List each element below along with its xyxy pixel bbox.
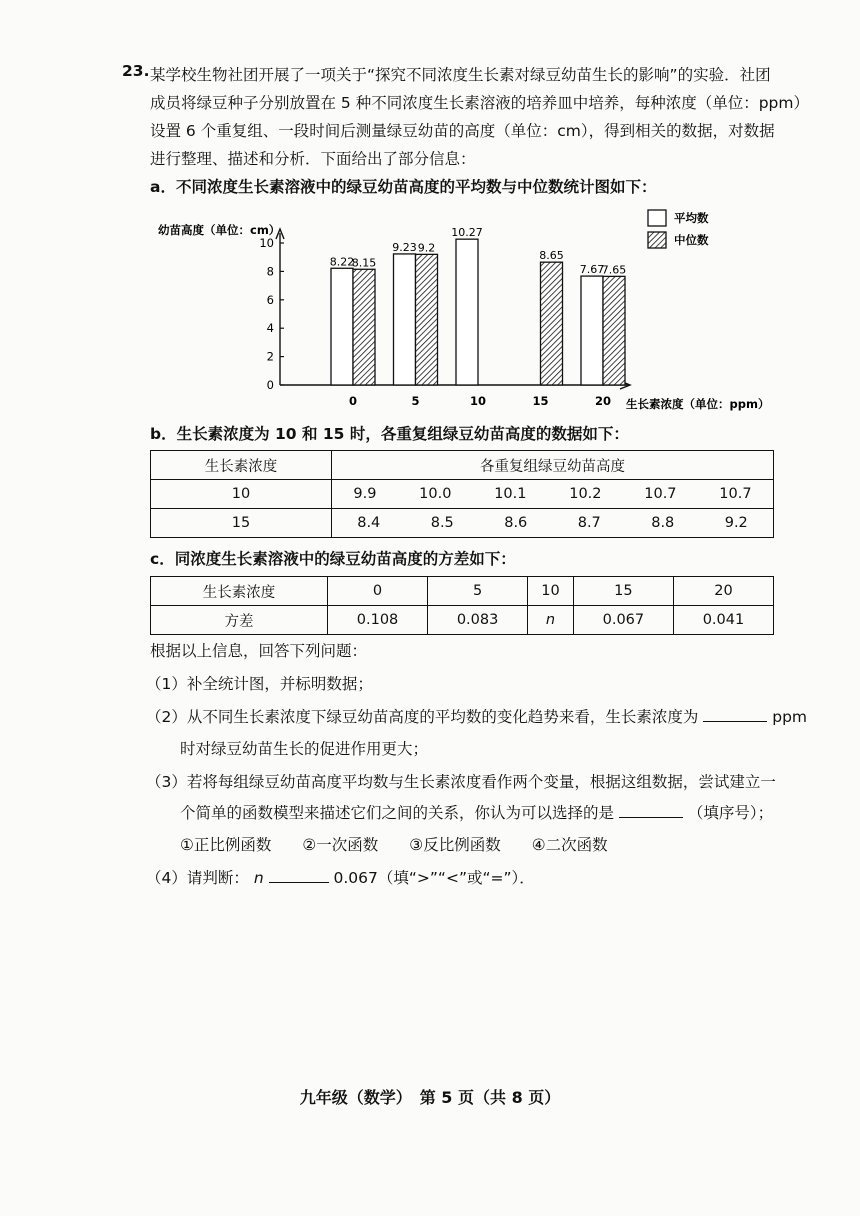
table-b-cell: 10.2 — [569, 486, 602, 502]
table-c-cell: 0.067 — [573, 606, 673, 635]
x-axis-label: 生长素浓度（单位：ppm） — [626, 397, 770, 411]
question-4-text: （4）请判断： — [146, 869, 249, 887]
table-c-cell: 0 — [328, 577, 428, 606]
question-3-tail: （填序号）； — [687, 804, 774, 822]
x-tick-label: 20 — [594, 394, 612, 408]
question-4-tail: 0.067（填“>”“<”或“=”）． — [333, 869, 535, 887]
table-b — [150, 450, 774, 538]
table-b-cell: 9.2 — [724, 515, 748, 531]
table-b-cell: 8.7 — [577, 515, 601, 531]
intro-line-2: 成员将绿豆种子分别放置在 5 种不同浓度生长素溶液的培养皿中培养，每种浓度（单位：ppm） — [150, 94, 809, 112]
question-2-line-1 — [146, 703, 807, 731]
table-c — [150, 576, 774, 635]
question-3-line-1: （3）若将每组绿豆幼苗高度平均数与生长素浓度看作两个变量，根据这组数据，尝试建立一 — [146, 773, 776, 791]
x-tick-label: 10 — [469, 394, 487, 408]
table-b-cell: 10.0 — [419, 486, 452, 502]
table-c-cell: 15 — [573, 577, 673, 606]
data-label: 7.67 — [579, 263, 605, 277]
data-label: 9.2 — [417, 241, 436, 255]
bar-chart — [150, 198, 790, 420]
bar-median — [416, 254, 438, 385]
bar-mean — [331, 268, 353, 385]
question-1: （1）补全统计图，并标明数据； — [146, 675, 373, 693]
bar-median — [541, 262, 563, 385]
table-b-cell: 8.6 — [504, 515, 528, 531]
table-c-cell: 0.108 — [328, 606, 428, 635]
intro-line-1: 某学校生物社团开展了一项关于“探究不同浓度生长素对绿豆幼苗生长的影响”的实验．社团 — [150, 66, 771, 84]
answer-blank-4[interactable] — [269, 864, 329, 883]
x-tick-label: 15 — [532, 394, 549, 408]
bar-mean — [581, 276, 603, 385]
table-c-cell: 5 — [428, 577, 528, 606]
question-4 — [146, 864, 535, 892]
question-number: 23. — [122, 62, 150, 80]
answer-blank-3[interactable] — [619, 799, 683, 818]
question-2-unit: ppm — [772, 708, 808, 726]
table-c-cell: 20 — [673, 577, 773, 606]
question-3-line-2 — [180, 799, 773, 827]
table-b-header-left: 生长素浓度 — [151, 451, 332, 480]
data-label: 8.22 — [329, 255, 355, 269]
table-b-cell: 10.7 — [644, 486, 677, 502]
question-4-n: n — [253, 869, 264, 887]
table-c-cell: 0.083 — [428, 606, 528, 635]
y-tick-label: 2 — [266, 349, 274, 364]
bar-mean — [394, 254, 416, 385]
part-a-label: a．不同浓度生长素溶液中的绿豆幼苗高度的平均数与中位数统计图如下： — [150, 178, 657, 196]
page-footer: 九年级（数学） 第 5 页（共 8 页） — [299, 1088, 561, 1107]
intro-line-3: 设置 6 个重复组、一段时间后测量绿豆幼苗的高度（单位：cm），得到相关的数据，对数据 — [150, 122, 775, 140]
table-c-cell: 10 — [528, 577, 574, 606]
table-b-conc: 15 — [151, 509, 332, 538]
table-b-cell: 9.9 — [353, 486, 377, 502]
chart-bars — [330, 226, 627, 385]
chart-legend — [648, 210, 709, 248]
question-2-line-2: 时对绿豆幼苗生长的促进作用更大； — [180, 740, 429, 758]
table-b-cell: 8.5 — [430, 515, 454, 531]
data-label: 8.15 — [351, 256, 377, 270]
part-c-label: c．同浓度生长素溶液中的绿豆幼苗高度的方差如下： — [150, 550, 516, 568]
bar-median — [353, 269, 375, 385]
question-3-options: ①正比例函数 ②一次函数 ③反比例函数 ④二次函数 — [180, 836, 608, 854]
data-label: 7.65 — [601, 263, 627, 277]
legend-label: 平均数 — [674, 211, 709, 225]
table-b-cell: 8.8 — [651, 515, 675, 531]
bar-mean — [456, 239, 478, 385]
data-label: 10.27 — [451, 226, 483, 240]
intro-line-4: 进行整理、描述和分析．下面给出了部分信息： — [150, 150, 476, 168]
questions-lead: 根据以上信息，回答下列问题： — [150, 642, 368, 660]
legend-swatch — [648, 232, 666, 248]
y-axis-label: 幼苗高度（单位：cm） — [158, 223, 281, 237]
y-tick-label: 10 — [259, 236, 274, 250]
legend-swatch — [648, 210, 666, 226]
x-tick-label: 5 — [411, 394, 420, 408]
y-tick-label: 0 — [266, 378, 274, 392]
data-label: 8.65 — [539, 249, 564, 263]
data-label: 9.23 — [392, 240, 417, 254]
y-tick-label: 8 — [266, 264, 274, 279]
table-b-header-right: 各重复组绿豆幼苗高度 — [332, 451, 774, 480]
table-c-row1-label: 生长素浓度 — [151, 577, 328, 606]
y-tick-label: 4 — [266, 321, 274, 336]
y-tick-label: 6 — [266, 292, 274, 307]
part-b-label: b．生长素浓度为 10 和 15 时，各重复组绿豆幼苗高度的数据如下： — [150, 425, 629, 443]
answer-blank-2[interactable] — [703, 703, 767, 722]
table-c-row2-label: 方差 — [151, 606, 328, 635]
bar-median — [603, 276, 625, 385]
table-b-conc: 10 — [151, 480, 332, 509]
question-2-text: （2）从不同生长素浓度下绿豆幼苗高度的平均数的变化趋势来看，生长素浓度为 — [146, 708, 699, 726]
table-b-cell: 8.4 — [357, 515, 381, 531]
legend-label: 中位数 — [674, 233, 709, 247]
table-b-cell: 10.7 — [719, 486, 752, 502]
table-b-cell: 10.1 — [494, 486, 527, 502]
table-c-cell: 0.041 — [673, 606, 773, 635]
table-c-cell: n — [528, 606, 574, 635]
x-tick-label: 0 — [348, 394, 358, 408]
question-3-text: 个简单的函数模型来描述它们之间的关系，你认为可以选择的是 — [180, 804, 615, 822]
